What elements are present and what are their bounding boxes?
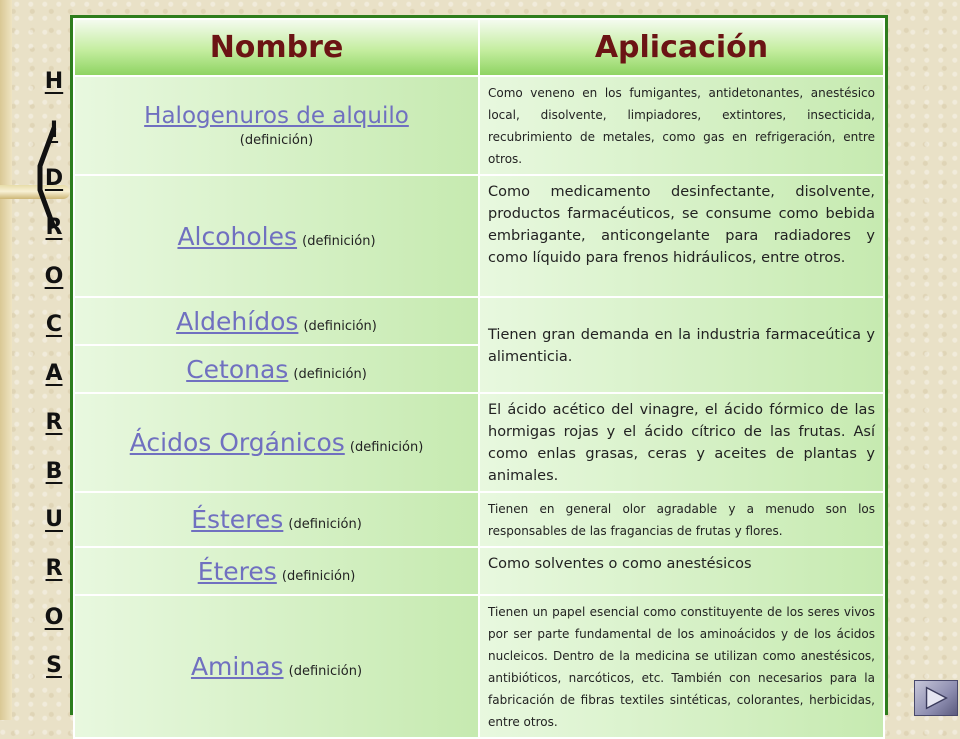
hydrocarbons-table	[70, 15, 888, 729]
definition-label: (definición)	[349, 440, 424, 455]
definition-label: (definición)	[239, 133, 314, 148]
title-letter: R	[45, 409, 63, 435]
table-row	[74, 297, 884, 345]
name-cell	[74, 297, 479, 345]
left-decorative-bar	[0, 0, 12, 720]
application-text: Tienen un papel esencial como constituyente de los seres vivos por ser parte fundamental de los aminoácidos y de los ácidos nucleicos. Dentro de la medicina se utilizan como anestésicos, antibióticos, narcóticos, etc. También con necesarios para la fabricación de fibras textiles sintéticas, colorantes, herbicidas, entre otros.	[488, 605, 875, 729]
definition-label: (definición)	[281, 568, 356, 584]
next-slide-icon	[915, 681, 957, 715]
definition-label: (definición)	[288, 664, 363, 679]
application-text: Tienen en general olor agradable y a menudo son los responsables de las fragancias de frutas y flores.	[488, 502, 875, 538]
title-letter: A	[45, 361, 63, 387]
title-letter: H	[44, 69, 64, 94]
table-row	[74, 393, 884, 492]
title-letter: B	[45, 458, 63, 484]
name-cell	[74, 175, 479, 297]
title-letter: O	[44, 604, 64, 630]
name-cell	[74, 345, 479, 393]
table-row	[74, 492, 884, 547]
application-cell	[479, 76, 884, 175]
header-nombre: Nombre	[74, 19, 479, 76]
application-text: El ácido acético del vinagre, el ácido fórmico de las hormigas rojas y el ácido cítrico de las frutas. Así como enlas grasas, ceras y aceites de plantas y animales.	[488, 402, 875, 484]
header-aplicacion: Aplicación	[479, 19, 884, 76]
link-alcoholes[interactable]: Alcoholes	[177, 221, 298, 251]
link-acidos-organicos[interactable]: Ácidos Orgánicos	[129, 428, 345, 457]
bracket-icon	[34, 126, 58, 230]
title-letter: I	[49, 117, 59, 143]
table-row	[74, 175, 884, 297]
title-letter: C	[45, 312, 63, 338]
table-row	[74, 76, 884, 175]
application-text: Tienen gran demanda en la industria farmaceútica y alimenticia.	[488, 326, 875, 365]
definition-label: (definición)	[303, 318, 377, 334]
link-halogenuros-de-alquilo[interactable]: Halogenuros de alquilo	[144, 103, 409, 129]
title-letter: S	[46, 653, 62, 679]
link-eteres[interactable]: Éteres	[197, 556, 277, 586]
application-cell	[479, 547, 884, 595]
title-letter: U	[45, 507, 63, 533]
link-aldehidos[interactable]: Aldehídos	[176, 306, 299, 336]
application-cell	[479, 175, 884, 297]
table-grid	[73, 18, 885, 739]
table-header-row	[74, 19, 884, 76]
name-cell	[74, 547, 479, 595]
definition-label: (definición)	[302, 233, 376, 249]
application-cell	[479, 297, 884, 393]
link-aminas[interactable]: Aminas	[190, 652, 284, 681]
table-row	[74, 595, 884, 738]
name-cell	[74, 595, 479, 738]
name-cell	[74, 492, 479, 547]
title-letter: R	[45, 555, 63, 581]
table-row	[74, 547, 884, 595]
name-cell	[74, 76, 479, 175]
application-cell	[479, 393, 884, 492]
next-slide-button[interactable]	[914, 680, 958, 716]
application-cell	[479, 595, 884, 738]
title-letter: R	[45, 215, 63, 241]
application-text: Como solventes o como anestésicos	[488, 556, 752, 572]
link-cetonas[interactable]: Cetonas	[186, 354, 289, 384]
application-cell	[479, 492, 884, 547]
application-text: Como medicamento desinfectante, disolvente, productos farmacéuticos, se consume como bebida embriagante, anticongelante para radiadores y como líquido para frenos hidráulicos, entre otros.	[488, 184, 875, 266]
name-cell	[74, 393, 479, 492]
title-letter: D	[44, 166, 64, 192]
application-text: Como veneno en los fumigantes, antidetonantes, anestésico local, disolvente, limpiadores, extintores, insecticida, recubrimiento de metales, como gas en refrigeración, entre otros.	[488, 86, 875, 166]
title-letter: O	[44, 263, 64, 289]
link-esteres[interactable]: Ésteres	[191, 505, 284, 534]
definition-label: (definición)	[288, 517, 362, 532]
definition-label: (definición)	[293, 366, 367, 382]
